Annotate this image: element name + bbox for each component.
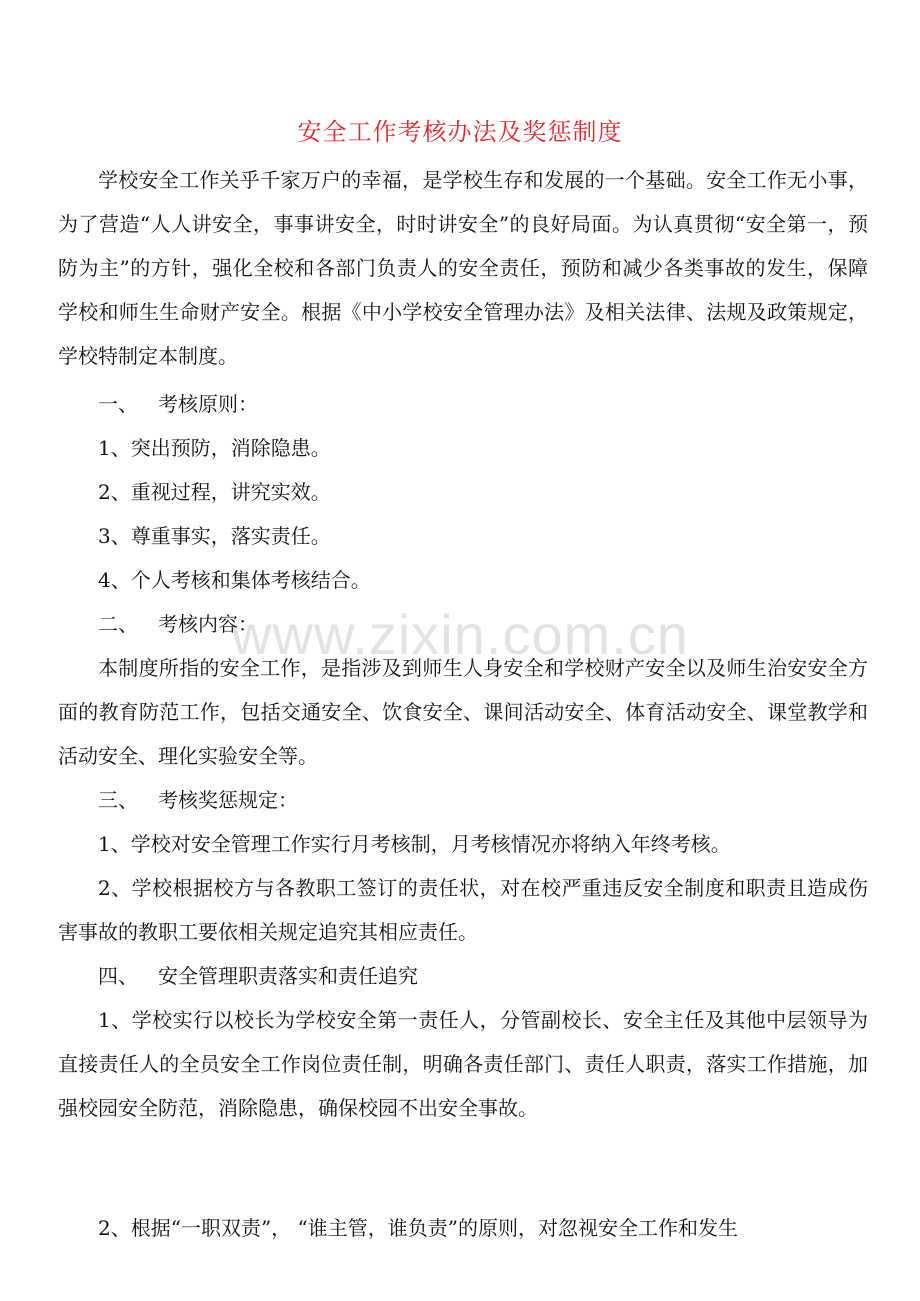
rule-paragraph-2: 2、学校根据校方与各教职工签订的责任状，对在校严重违反安全制度和职责且造成伤害事故的教职工要依相关规定追究其相应责任。 [58,876,868,944]
principle-item: 4、个人考核和集体考核结合。 [98,568,371,592]
principle-item: 3、尊重事实，落实责任。 [98,524,331,548]
principle-item: 2、重视过程，讲究实效。 [98,480,331,504]
section-heading-1 [98,382,868,426]
document-title: 安全工作考核办法及奖惩制度 [297,118,623,146]
content-paragraph: 本制度所指的安全工作，是指涉及到师生人身安全和学校财产安全以及师生治安安全方面的教育防范工作，包括交通安全、饮食安全、课间活动安全、体育活动安全、课堂教学和活动安全、理化实验安全等。 [58,656,868,768]
section-heading-3 [98,778,868,822]
duty-paragraph-2: 2、根据“一职双责”， “谁主管，谁负责”的原则，对忽视安全工作和发生 [98,1216,738,1240]
duty-paragraph-1: 1、学校实行以校长为学校安全第一责任人，分管副校长、安全主任及其他中层领导为直接责任人的全员安全工作岗位责任制，明确各责任部门、责任人职责，落实工作措施，加强校园安全防范，消除隐患，确保校园不出安全事故。 [58,1008,868,1120]
section-title: 考核内容： [158,612,258,636]
intro-paragraph: 学校安全工作关乎千家万户的幸福，是学校生存和发展的一个基础。安全工作无小事，为了营造“人人讲安全，事事讲安全，时时讲安全”的良好局面。为认真贯彻“安全第一，预防为主”的方针，强化全校和各部门负责人的安全责任，预防和减少各类事故的发生，保障学校和师生生命财产安全。根据《中小学校安全管理办法》及相关法律、法规及政策规定，学校特制定本制度。 [58,168,868,368]
section-heading-4 [98,954,868,998]
rule-paragraph-1: 1、学校对安全管理工作实行月考核制，月考核情况亦将纳入年终考核。 [98,832,731,856]
section-number: 三、 [98,788,138,812]
section-number: 四、 [98,964,138,988]
section-number: 一、 [98,392,138,416]
section-title: 考核奖惩规定： [158,788,298,812]
section-title: 安全管理职责落实和责任追究 [158,964,418,988]
watermark: www.zixin.com.cn [231,603,689,666]
section-number: 二、 [98,612,138,636]
section-title: 考核原则： [158,392,258,416]
principle-item: 1、突出预防，消除隐患。 [98,436,331,460]
